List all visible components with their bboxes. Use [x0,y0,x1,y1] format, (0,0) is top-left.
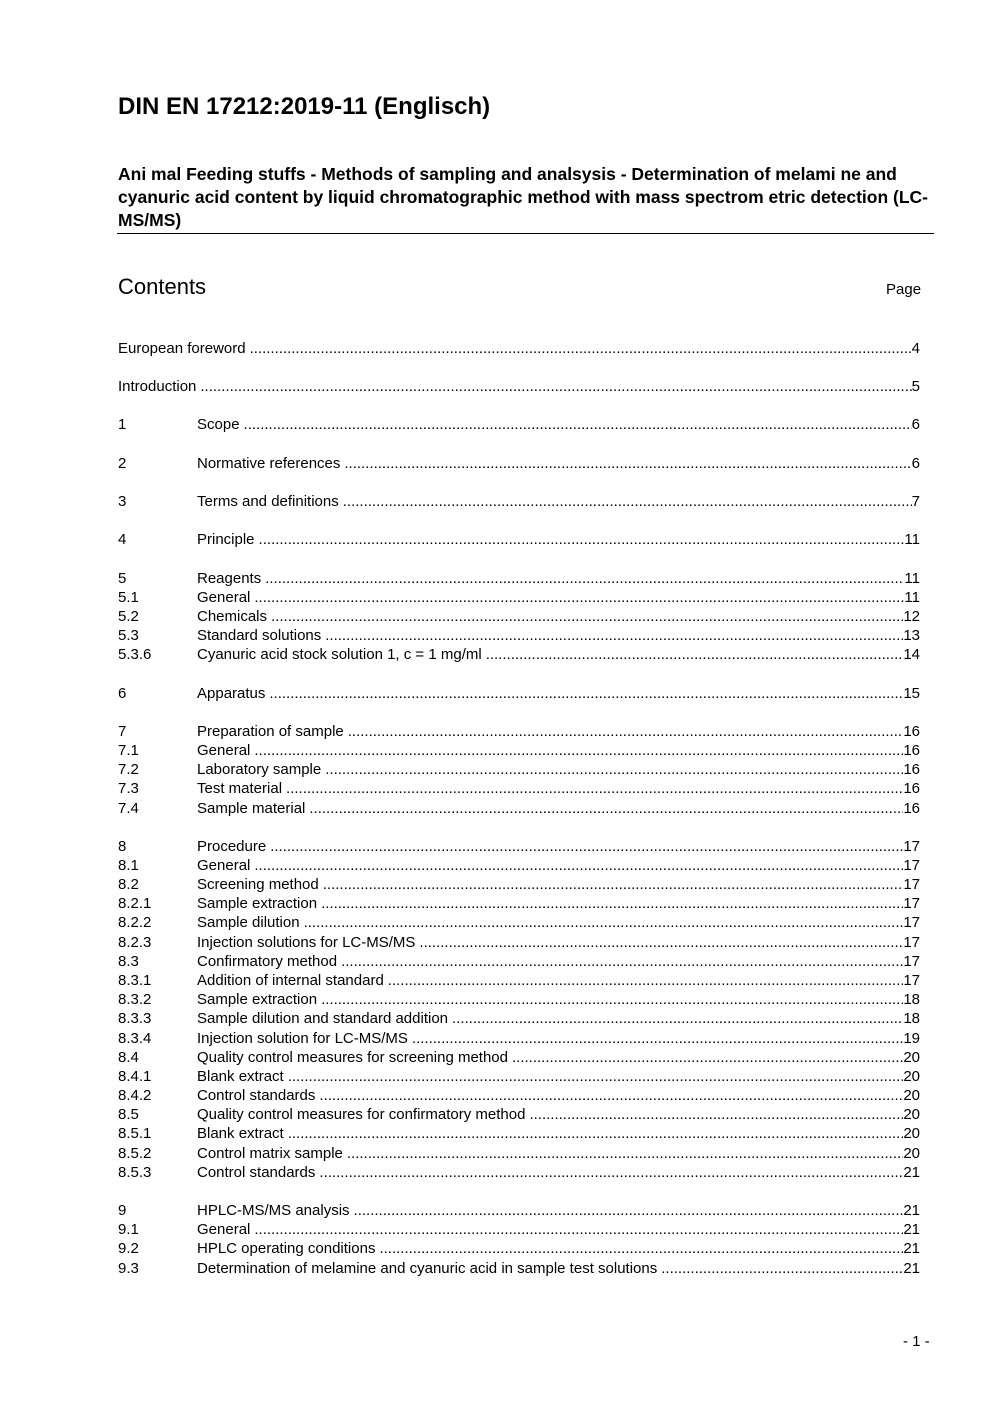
toc-entry-page: 21 [903,1221,920,1238]
title-rule [117,233,934,234]
toc-entry-title: Scope [197,415,244,434]
dot-leader [348,722,904,741]
toc-entry-page: 17 [903,934,920,951]
toc-entry-title: Sample material [197,799,309,818]
toc-entry[interactable] [118,1105,920,1124]
dot-leader [270,837,903,856]
toc-entry[interactable] [118,933,920,952]
toc-entry-page: 11 [904,570,920,587]
toc-entry-page: 17 [903,953,920,970]
toc-entry-page: 20 [903,1087,920,1104]
toc-entry-page: 11 [904,589,920,606]
dot-leader [452,1009,903,1028]
dot-leader [412,1029,903,1048]
toc-entry-title: General [197,588,254,607]
toc-entry-title: Control standards [197,1163,319,1182]
toc-entry-number: 8.5.3 [118,1164,152,1181]
toc-entry-number: 9.2 [118,1240,139,1257]
toc-entry-title: General [197,741,254,760]
toc-entry-page: 13 [903,627,920,644]
toc-entry-page: 21 [903,1202,920,1219]
toc-entry-page: 16 [903,742,920,759]
dot-leader [661,1259,903,1278]
toc-entry[interactable] [118,1048,920,1067]
toc-entry-title: Confirmatory method [197,952,341,971]
toc-entry-title: Apparatus [197,684,269,703]
dot-leader [254,856,903,875]
toc-entry-title: Quality control measures for screening method [197,1048,512,1067]
toc-entry-page: 6 [911,416,920,433]
toc-entry[interactable] [118,856,920,875]
toc-entry-page: 16 [903,780,920,797]
toc-entry-number: 8.3.3 [118,1010,152,1027]
dot-leader [379,1239,903,1258]
page-column-heading: Page [886,281,922,298]
toc-entry-page: 19 [903,1030,920,1047]
dot-leader [529,1105,903,1124]
toc-entry-title: Quality control measures for confirmatory method [197,1105,529,1124]
toc-entry-number: 8.2 [118,876,139,893]
toc-entry-page: 16 [903,723,920,740]
toc-entry-number: 7.3 [118,780,139,797]
toc-entry[interactable] [118,684,920,703]
toc-entry-number: 5 [118,570,127,587]
toc-entry[interactable] [118,1259,920,1278]
toc-entry-number: 3 [118,493,127,510]
toc-entry[interactable] [118,799,920,818]
toc-entry[interactable] [118,894,920,913]
toc-entry-page: 5 [911,378,920,395]
toc-entry[interactable] [118,837,920,856]
dot-leader [271,607,903,626]
toc-entry-number: 5.3 [118,627,139,644]
dot-leader [250,339,912,358]
toc-entry-page: 20 [903,1125,920,1142]
document-title: DIN EN 17212:2019-11 (Englisch) [118,93,491,120]
toc-entry[interactable] [118,1201,920,1220]
toc-entry-title: Cyanuric acid stock solution 1, c = 1 mg/ml [197,645,486,664]
toc-entry-title: Injection solution for LC-MS/MS [197,1029,412,1048]
toc-entry-number: 8.5.2 [118,1145,152,1162]
dot-leader [343,492,912,511]
toc-entry-number: 4 [118,531,127,548]
dot-leader [323,875,904,894]
dot-leader [344,454,911,473]
toc-entry-page: 4 [911,340,920,357]
toc-entry-page: 12 [903,608,920,625]
dot-leader [486,645,904,664]
toc-entry[interactable] [118,530,920,549]
dot-leader [325,626,903,645]
dot-leader [319,1086,903,1105]
toc-entry-title: Terms and definitions [197,492,343,511]
toc-entry-number: 7.4 [118,800,139,817]
toc-entry-title: European foreword [118,339,250,358]
dot-leader [288,1124,904,1143]
dot-leader [288,1067,904,1086]
toc-entry[interactable] [118,741,920,760]
toc-entry-page: 21 [903,1240,920,1257]
toc-entry[interactable] [118,760,920,779]
dot-leader [325,760,903,779]
toc-entry-number: 5.2 [118,608,139,625]
dot-leader [319,1163,903,1182]
toc-entry-page: 16 [903,800,920,817]
toc-entry[interactable] [118,913,920,932]
dot-leader [388,971,904,990]
dot-leader [419,933,903,952]
toc-entry[interactable] [118,875,920,894]
toc-entry-number: 7.2 [118,761,139,778]
dot-leader [321,894,903,913]
contents-heading: Contents [118,274,207,299]
toc-entry-page: 20 [903,1106,920,1123]
toc-entry-number: 8.2.3 [118,934,152,951]
toc-entry-title: Screening method [197,875,323,894]
toc-entry-number: 8.2.2 [118,914,152,931]
toc-entry-page: 17 [903,876,920,893]
dot-leader [254,741,903,760]
toc-entry-number: 6 [118,685,127,702]
toc-entry-title: Laboratory sample [197,760,325,779]
toc-entry[interactable] [118,1067,920,1086]
toc-entry-page: 16 [903,761,920,778]
toc-entry-number: 8.2.1 [118,895,152,912]
toc-entry-title: Normative references [197,454,344,473]
toc-entry-title: Blank extract [197,1124,288,1143]
page-number-footer: - 1 - [903,1333,930,1350]
toc-entry-page: 21 [903,1260,920,1277]
dot-leader [254,1220,903,1239]
toc-entry-title: Principle [197,530,259,549]
toc-entry[interactable] [118,779,920,798]
toc-entry-page: 17 [903,838,920,855]
toc-entry[interactable] [118,454,920,473]
toc-entry-title: Preparation of sample [197,722,348,741]
toc-entry-title: Control matrix sample [197,1144,347,1163]
dot-leader [254,588,904,607]
toc-entry-page: 11 [904,531,920,548]
dot-leader [269,684,903,703]
toc-entry[interactable] [118,1009,920,1028]
toc-entry-page: 18 [903,1010,920,1027]
dot-leader [304,913,904,932]
toc-entry-number: 8.4.2 [118,1087,152,1104]
toc-entry-title: Injection solutions for LC-MS/MS [197,933,419,952]
toc-entry-number: 8.3.2 [118,991,152,1008]
toc-entry-title: Sample dilution [197,913,304,932]
toc-entry[interactable] [118,1220,920,1239]
toc-entry-title: Reagents [197,569,265,588]
toc-entry[interactable] [118,990,920,1009]
dot-leader [286,779,903,798]
toc-entry-number: 9 [118,1202,127,1219]
toc-entry[interactable] [118,971,920,990]
toc-entry-title: General [197,1220,254,1239]
toc-entry-number: 9.1 [118,1221,139,1238]
toc-entry-number: 8.3.1 [118,972,152,989]
toc-entry-page: 17 [903,895,920,912]
toc-entry[interactable] [118,952,920,971]
toc-entry-page: 7 [911,493,920,510]
toc-entry[interactable] [118,339,920,358]
toc-entry-title: Determination of melamine and cyanuric acid in sample test solutions [197,1259,661,1278]
toc-entry-number: 1 [118,416,127,433]
toc-entry-title: Chemicals [197,607,271,626]
toc-entry-number: 7 [118,723,127,740]
toc-entry-title: Sample extraction [197,990,321,1009]
toc-entry-page: 20 [903,1049,920,1066]
toc-entry-number: 8.4.1 [118,1068,152,1085]
toc-entry-page: 17 [903,972,920,989]
toc-entry-title: General [197,856,254,875]
dot-leader [341,952,903,971]
toc-entry-title: Introduction [118,377,200,396]
toc-entry-title: HPLC operating conditions [197,1239,379,1258]
toc-entry[interactable] [118,377,920,396]
toc-entry-number: 8.5.1 [118,1125,152,1142]
toc-entry[interactable] [118,722,920,741]
toc-entry-title: Sample dilution and standard addition [197,1009,452,1028]
toc-entry-page: 21 [903,1164,920,1181]
dot-leader [321,990,903,1009]
toc-entry[interactable] [118,1086,920,1105]
toc-entry-page: 20 [903,1145,920,1162]
toc-entry-title: Standard solutions [197,626,325,645]
toc-entry-number: 8.4 [118,1049,139,1066]
toc-entry-number: 7.1 [118,742,139,759]
dot-leader [309,799,903,818]
toc-entry-title: Procedure [197,837,270,856]
toc-entry-title: Sample extraction [197,894,321,913]
toc-entry[interactable] [118,588,920,607]
toc-entry[interactable] [118,607,920,626]
toc-entry-title: HPLC-MS/MS analysis [197,1201,354,1220]
dot-leader [347,1144,903,1163]
toc-entry-page: 15 [903,685,920,702]
toc-entry-title: Addition of internal standard [197,971,388,990]
toc-entry-number: 8 [118,838,127,855]
toc-entry[interactable] [118,492,920,511]
dot-leader [244,415,912,434]
toc-entry-number: 2 [118,455,127,472]
toc-entry-page: 14 [903,646,920,663]
toc-entry[interactable] [118,1239,920,1258]
document-subtitle: Ani mal Feeding stuffs - Methods of sampling and analsysis - Determination of melami ne and cyanuric acid content by liquid chromatographic method with mass spectrom etric detection (LC-MS/MS) [118,164,928,230]
dot-leader [200,377,911,396]
toc-entry[interactable] [118,415,920,434]
toc-entry-title: Blank extract [197,1067,288,1086]
toc-entry-page: 17 [903,857,920,874]
toc-entry[interactable] [118,1144,920,1163]
toc-entry[interactable] [118,1124,920,1143]
toc-entry-number: 5.1 [118,589,139,606]
toc-entry-page: 6 [911,455,920,472]
toc-entry[interactable] [118,1163,920,1182]
dot-leader [265,569,904,588]
toc-entry-number: 9.3 [118,1260,139,1277]
toc-entry-title: Control standards [197,1086,319,1105]
toc-entry-title: Test material [197,779,286,798]
dot-leader [259,530,905,549]
toc-entry[interactable] [118,569,920,588]
toc-entry-page: 18 [903,991,920,1008]
toc-entry-number: 8.3 [118,953,139,970]
toc-entry[interactable] [118,626,920,645]
toc-entry-page: 17 [903,914,920,931]
toc-entry-number: 8.5 [118,1106,139,1123]
dot-leader [354,1201,904,1220]
toc-entry-number: 5.3.6 [118,646,152,663]
toc-entry[interactable] [118,645,920,664]
toc-entry-page: 20 [903,1068,920,1085]
toc-entry-number: 8.1 [118,857,139,874]
toc-entry-number: 8.3.4 [118,1030,152,1047]
toc-entry[interactable] [118,1029,920,1048]
dot-leader [512,1048,903,1067]
